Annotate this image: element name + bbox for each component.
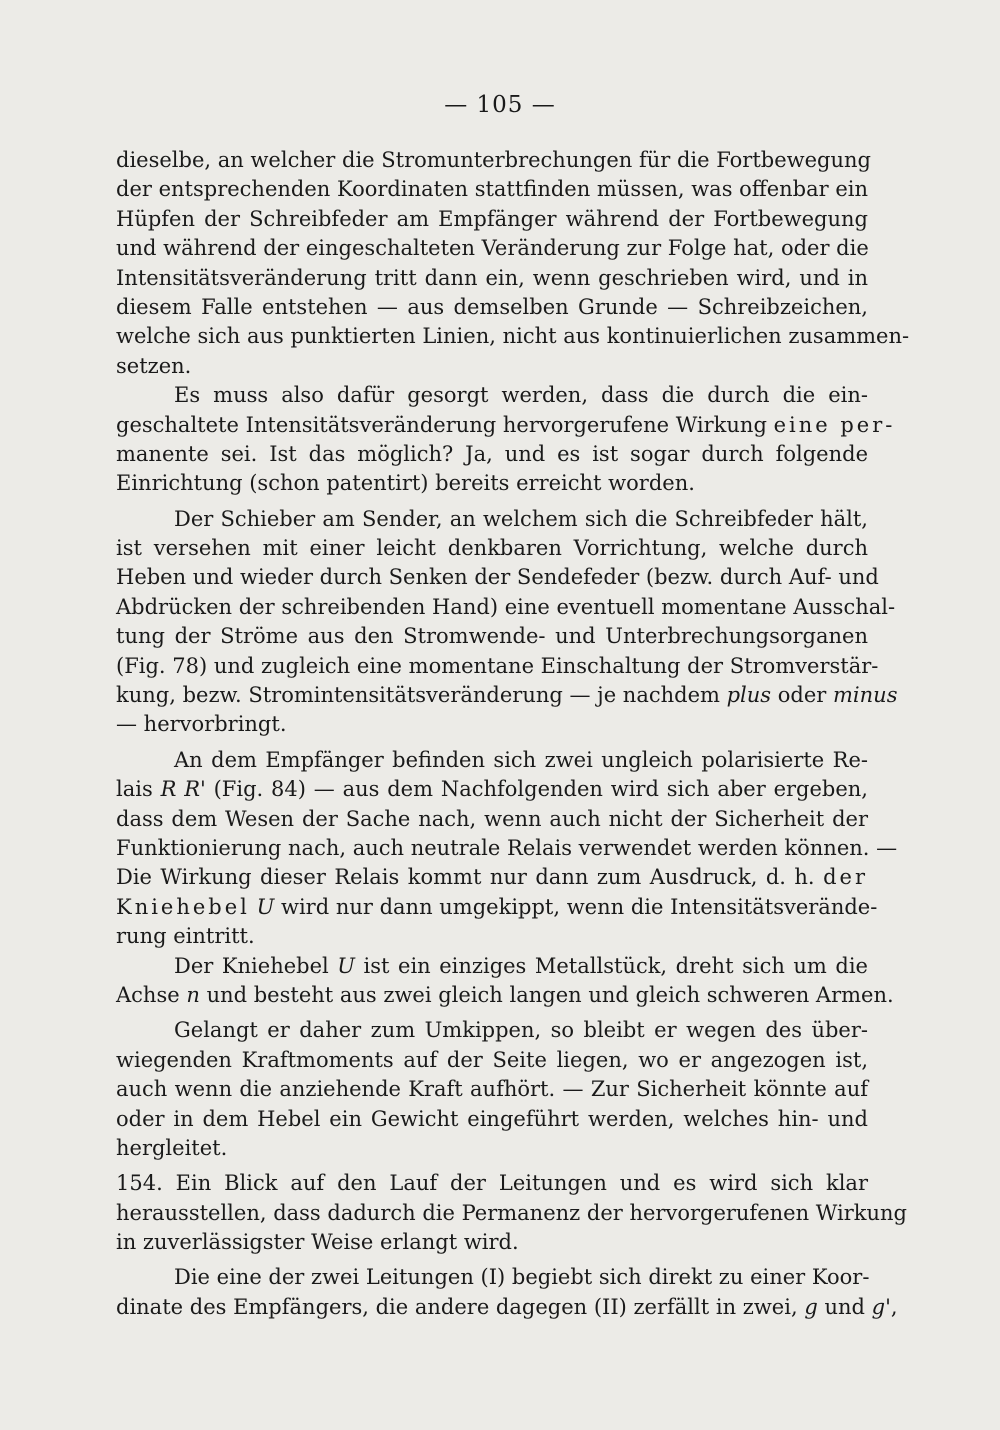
text-line: welche sich aus punktierten Linien, nicht aus kontinuierlichen zusammen- <box>116 324 910 349</box>
text-run: Der Kniehebel <box>174 953 329 978</box>
italic-term: n <box>186 982 200 1007</box>
italic-term: plus <box>726 683 772 708</box>
text-line: Abdrücken der schreibenden Hand) eine eventuell momentane Ausschal- <box>116 594 896 619</box>
paragraph <box>116 952 894 1011</box>
text-run: Achse <box>116 982 180 1007</box>
text-run: lais <box>116 777 153 802</box>
text-line: manente sei. Ist das möglich? Ja, und es ist sogar durch folgende <box>116 441 868 466</box>
text-line: tung der Ströme aus den Stromwende- und Unterbrechungsorganen <box>116 624 868 649</box>
italic-term: g <box>804 1294 818 1319</box>
italic-term: R R' <box>160 777 206 802</box>
text-run: wird nur dann umgekippt, wenn die Intensitätsverände- <box>280 894 878 919</box>
text-line: ist versehen mit einer leicht denkbaren Vorrichtung, welche durch <box>116 536 868 561</box>
paragraph <box>116 1169 907 1257</box>
italic-term: U <box>256 894 275 919</box>
text-line: dass dem Wesen der Sache nach, wenn auch nicht der Sicherheit der <box>116 806 868 831</box>
text-line: rung eintritt. <box>116 924 255 949</box>
text-line <box>116 863 868 892</box>
italic-term: g' <box>871 1294 891 1319</box>
text-run: kung, bezw. Stromintensitätsveränderung — je nachdem <box>116 683 720 708</box>
paragraph <box>116 146 910 381</box>
text-line: hergleitet. <box>116 1135 228 1160</box>
emphasis-text: eine per- <box>773 412 896 437</box>
paragraph <box>116 1016 868 1163</box>
text-line: Gelangt er daher zum Umkippen, so bleibt er wegen des über- <box>174 1018 868 1043</box>
text-run: (Fig. 84) — aus dem Nachfolgenden wird sich aber ergeben, <box>213 777 868 802</box>
text-run: und <box>824 1294 865 1319</box>
text-line: in zuverlässigster Weise erlangt wird. <box>116 1230 519 1255</box>
text-line: dinate des Empfängers, die andere dagegen (II) zerfällt in zwei, g und g', <box>116 1294 898 1319</box>
text-line: und während der eingeschalteten Veränderung zur Folge hat, oder die <box>116 236 869 261</box>
text-run: und besteht aus zwei gleich langen und gleich schweren Armen. <box>206 982 894 1007</box>
text-line: Hüpfen der Schreibfeder am Empfänger während der Fortbewegung <box>116 206 868 231</box>
text-run: ist ein einziges Metallstück, dreht sich um die <box>363 953 868 978</box>
emphasis-text: Kniehebel <box>116 894 250 919</box>
text-line <box>116 981 894 1010</box>
text-run: Die Wirkung dieser Relais kommt nur dann zum Ausdruck, d. h. <box>116 865 815 890</box>
paragraph <box>116 1263 898 1322</box>
text-line <box>116 411 896 440</box>
text-run: dinate des Empfängers, die andere dagegen (II) zerfällt in zwei, <box>116 1294 798 1319</box>
text-line <box>116 775 868 804</box>
text-line: Intensitätsveränderung tritt dann ein, wenn geschrieben wird, und in <box>116 265 868 290</box>
text-line <box>116 893 878 922</box>
text-line <box>116 681 898 710</box>
paragraph <box>116 746 898 952</box>
text-line: (Fig. 78) und zugleich eine momentane Einschaltung der Stromverstär- <box>116 653 879 678</box>
text-line: diesem Falle entstehen — aus demselben Grunde — Schreibzeichen, <box>116 294 868 319</box>
text-line: Funktionierung nach, auch neutrale Relais verwendet werden können. — <box>116 835 898 860</box>
page-number: — 105 — <box>444 92 556 118</box>
text-line: Es muss also dafür gesorgt werden, dass die durch die ein- <box>174 383 868 408</box>
text-line: herausstellen, dass dadurch die Permanenz der hervorgerufenen Wirkung <box>116 1200 907 1225</box>
text-line: Der Schieber am Sender, an welchem sich die Schreibfeder hält, <box>174 506 868 531</box>
text-line: auch wenn die anziehende Kraft aufhört. — Zur Sicherheit könnte auf <box>116 1077 868 1102</box>
paragraph <box>116 381 896 499</box>
text-line: dieselbe, an welcher die Stromunterbrechungen für die Fortbewegung <box>116 148 871 172</box>
emphasis-text: der <box>823 865 868 890</box>
italic-term: U <box>337 953 355 978</box>
text-line: oder in dem Hebel ein Gewicht eingeführt werden, welches hin- und <box>116 1106 868 1131</box>
italic-term: minus <box>833 683 898 708</box>
text-line: wiegenden Kraftmoments auf der Seite liegen, wo er angezogen ist, <box>116 1047 868 1072</box>
text-line: An dem Empfänger befinden sich zwei ungleich polarisierte Re- <box>174 747 868 772</box>
text-line <box>116 952 868 981</box>
text-line: 154. Ein Blick auf den Lauf der Leitungen und es wird sich klar <box>116 1171 868 1196</box>
text-line: Die eine der zwei Leitungen (I) begiebt sich direkt zu einer Koor- <box>174 1265 870 1290</box>
text-line: Einrichtung (schon patentirt) bereits erreicht worden. <box>116 471 695 496</box>
text-run: geschaltete Intensitätsveränderung hervorgerufene Wirkung <box>116 412 767 437</box>
text-line: der entsprechenden Koordinaten stattfinden müssen, was offenbar ein <box>116 177 869 202</box>
text-line: — hervorbringt. <box>116 712 287 737</box>
text-run: oder <box>777 683 827 708</box>
text-line: Heben und wieder durch Senken der Sendefeder (bezw. durch Auf- und <box>116 565 879 590</box>
text-line: setzen. <box>116 353 192 378</box>
paragraph <box>116 505 898 740</box>
text-body <box>116 146 910 1322</box>
